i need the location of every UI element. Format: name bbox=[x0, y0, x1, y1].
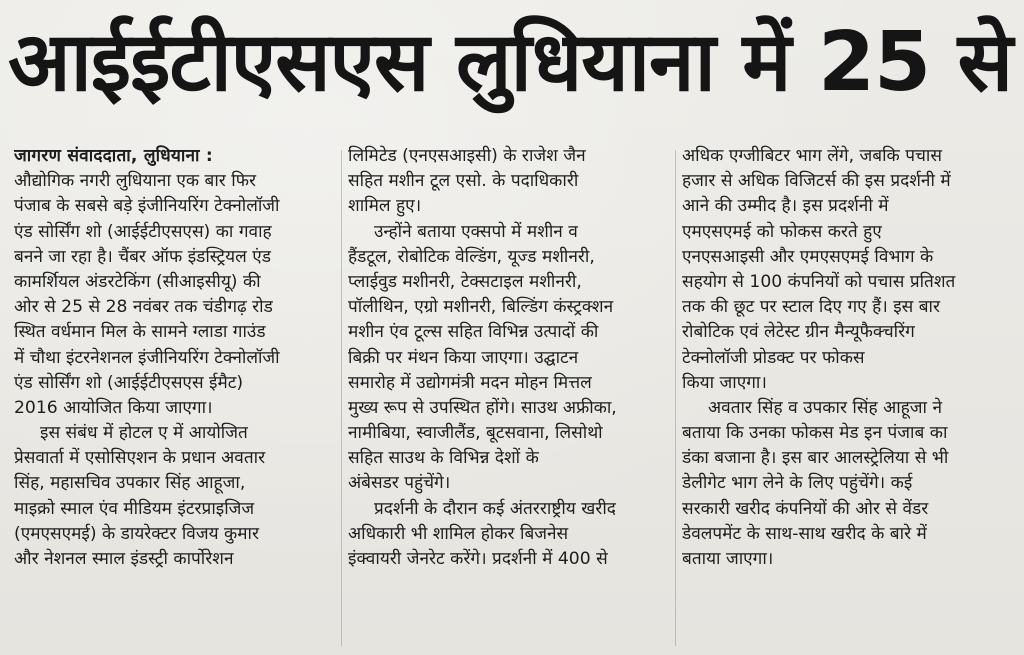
article-text-line: मुख्य रूप से उपस्थित होंगे। साउथ अफ्रीका, bbox=[348, 397, 617, 418]
article-text-line: नामीबिया, स्वाजीलैंड, बूटसवाना, लिसोथो bbox=[348, 423, 603, 444]
article-text-line: सहित मशीन टूल एसो. के पदाधिकारी bbox=[348, 171, 579, 192]
article-text-line: प्रदर्शनी के दौरान कई अंतरराष्ट्रीय खरीद bbox=[374, 498, 616, 519]
article-text-line: (एमएसएमई) के डायरेक्टर विजय कुमार bbox=[14, 523, 259, 544]
article-text-line: प्रेसवार्ता में एसोसिएशन के प्रधान अवतार bbox=[14, 448, 266, 469]
article-text-line: कामर्शियल अंडरटेकिंग (सीआइसीयू) की bbox=[14, 271, 261, 292]
article-text-line: एंड सोर्सिंग शो (आईईटीएसएस ईमैट) bbox=[14, 372, 244, 393]
article-text-line: टेक्नोलॉजी प्रोडक्ट पर फोकस bbox=[682, 347, 865, 368]
article-text-line: प्लाईवुड मशीनरी, टेक्सटाइल मशीनरी, bbox=[348, 271, 582, 292]
article-text-line: अधिक एग्जीबिटर भाग लेंगे, जबकि पचास bbox=[682, 146, 942, 166]
article-text-line: एनएसआइसी और एमएसएमई विभाग के bbox=[682, 246, 934, 267]
article-text-line: स्थित वर्धमान मिल के सामने ग्लाडा गाउंड bbox=[14, 322, 266, 343]
article-text-line: अधिकारी भी शामिल होकर बिजनेस bbox=[348, 523, 569, 544]
article-text-line: में चौथा इंटरनेशनल इंजीनियरिंग टेक्नोलॉजी bbox=[14, 347, 280, 368]
headline: आईईटीएसएस लुधियाना में 25 से bbox=[8, 15, 1013, 110]
article-text-line: डेवलपमेंट के साथ-साथ खरीद के बारे में bbox=[682, 523, 927, 544]
article-text-line: बनने जा रहा है। चैंबर ऑफ इंडस्ट्रियल एंड bbox=[14, 246, 271, 267]
article-text-line: एंड सोर्सिंग शो (आईईटीएसएस) का गवाह bbox=[14, 221, 272, 242]
article-text-line: सरकारी खरीद कंपनियों की ओर से वेंडर bbox=[682, 498, 929, 519]
article-text-line: आने की उम्मीद है। इस प्रदर्शनी में bbox=[682, 196, 889, 217]
article-text-line: सहित साउथ के विभिन्न देशों के bbox=[348, 448, 539, 469]
article-text-line: मशीन एंव टूल्स सहित विभिन्न उत्पादों की bbox=[348, 322, 599, 343]
article-text-line: पॉलीथिन, एग्रो मशीनरी, बिल्डिंग कंस्ट्रक्शन bbox=[348, 297, 614, 318]
article-text-line: ओर से 25 से 28 नवंबर तक चंडीगढ़ रोड bbox=[14, 297, 273, 318]
article-text-line: किया जाएगा। bbox=[682, 372, 767, 393]
article-text-line: बिक्री पर मंथन किया जाएगा। उद्घाटन bbox=[348, 347, 579, 368]
article-text-line: बताया कि उनका फोकस मेड इन पंजाब का bbox=[682, 423, 948, 444]
dateline: जागरण संवाददाता, लुधियाना : bbox=[14, 146, 213, 166]
article-text-line: बताया जाएगा। bbox=[682, 549, 774, 569]
article-column-1 bbox=[14, 144, 336, 652]
article-text-line: 2016 आयोजित किया जाएगा। bbox=[14, 397, 213, 418]
article-text-line: डेलीगेट भाग लेने के लिए पहुंचेंगे। कई bbox=[682, 473, 913, 494]
article-text-line: माइक्रो स्माल एंव मीडियम इंटरप्राइजिज bbox=[14, 498, 255, 519]
article-column-3 bbox=[682, 144, 1004, 652]
article-text-line: एमएसएमई को फोकस करते हुए bbox=[682, 221, 882, 242]
article-text-line: इस संबंध में होटल ए में आयोजित bbox=[40, 423, 248, 444]
article-text-line: सिंह, महासचिव उपकार सिंह आहूजा, bbox=[14, 473, 246, 494]
article-text-line: सहयोग से 100 कंपनियों को पचास प्रतिशत bbox=[682, 271, 956, 292]
article-text-line: लिमिटेड (एनएसआइसी) के राजेश जैन bbox=[348, 146, 586, 166]
article-text-line: और नेशनल स्माल इंडस्ट्री कार्पोरेशन bbox=[14, 549, 234, 569]
article-text-line: तक की छूट पर स्टाल दिए गए हैं। इस बार bbox=[682, 297, 941, 318]
column-divider bbox=[675, 150, 676, 646]
article-text-line: इंक्वायरी जेनरेट करेंगे। प्रदर्शनी में 400 से bbox=[348, 549, 608, 569]
article-column-2 bbox=[348, 144, 670, 652]
article-text-line: अवतार सिंह व उपकार सिंह आहूजा ने bbox=[708, 397, 942, 418]
article-text-line: अंबेसडर पहुंचेंगे। bbox=[348, 473, 451, 494]
article-text-line: हजार से अधिक विजिटर्स की इस प्रदर्शनी में bbox=[682, 171, 951, 192]
article-text-line: पंजाब के सबसे बड़े इंजीनियरिंग टेक्नोलॉजी bbox=[14, 196, 280, 217]
article-text-line: औद्योगिक नगरी लुधियाना एक बार फिर bbox=[14, 171, 257, 192]
article-text-line: रोबोटिक एवं लेटेस्ट ग्रीन मैन्यूफैक्चरिंग bbox=[682, 322, 915, 343]
article-text-line: हैंडटूल, रोबोटिक वेल्डिंग, यूज्ड मशीनरी, bbox=[348, 246, 595, 267]
column-divider bbox=[341, 150, 342, 646]
article-text-line: शामिल हुए। bbox=[348, 196, 422, 217]
article-text-line: समारोह में उद्योगमंत्री मदन मोहन मित्तल bbox=[348, 372, 592, 393]
article-text-line: डंका बजाना है। इस बार आलस्ट्रेलिया से भी bbox=[682, 448, 949, 469]
article-text-line: उन्होंने बताया एक्सपो में मशीन व bbox=[374, 221, 578, 242]
